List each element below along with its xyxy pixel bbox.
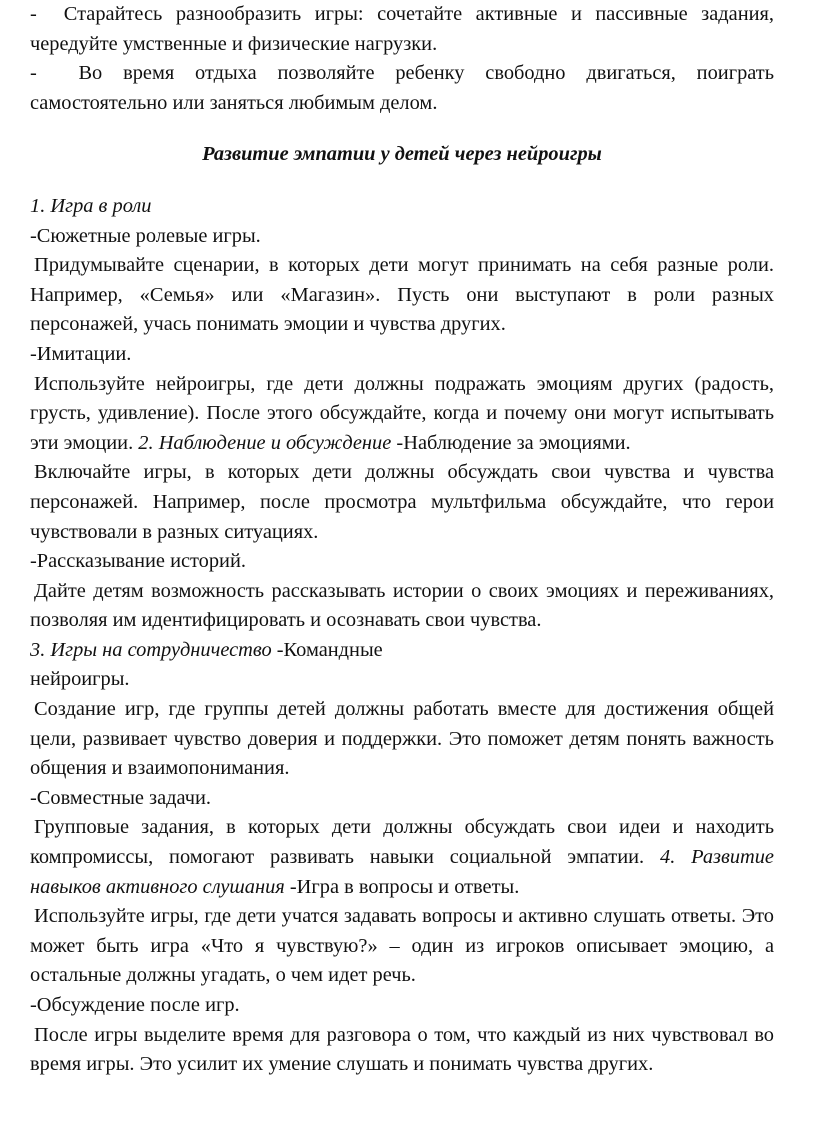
paragraph: Создание игр, где группы детей должны работать вместе для достижения общей цели, развивает чувство доверия и поддержки. Это поможет детям понять важность общения и взаимопонимания.: [30, 698, 774, 780]
paragraph-text: Используйте нейроигры, где дети должны подражать эмоциям других (радость, грусть, удивление). После этого обсуждайте, когда и почему они могут испытывать эти эмоции.: [30, 372, 774, 454]
subheading: -Командные: [276, 638, 383, 661]
heading-1: 1. Игра в роли: [30, 194, 152, 217]
spacer: [30, 170, 774, 192]
heading-3-line: [30, 636, 774, 666]
subheading-continuation: нейроигры.: [30, 668, 130, 691]
section-title: Развитие эмпатии у детей через нейроигры: [202, 143, 602, 166]
spacer: [30, 118, 774, 140]
intro-paragraph-1: - Старайтесь разнообразить игры: сочетайте активные и пассивные задания, чередуйте умственные и физические нагрузки.: [30, 3, 774, 55]
paragraph-with-inline-heading: [30, 370, 774, 459]
paragraph: После игры выделите время для разговора о том, что каждый из них чувствовал во время игры. Это усилит их умение слушать и понимать чувства других.: [30, 1023, 774, 1076]
subheading: -Имитации.: [30, 342, 132, 365]
heading-3: 3. Игры на сотрудничество: [30, 638, 272, 661]
paragraph-with-inline-heading: [30, 813, 774, 902]
document-page: [30, 0, 774, 1080]
paragraph: Включайте игры, в которых дети должны обсуждать свои чувства и чувства персонажей. Например, после просмотра мультфильма обсуждайте, что герои чувствовали в разных ситуациях.: [30, 461, 774, 543]
paragraph-text: Групповые задания, в которых дети должны обсуждать свои идеи и находить компромиссы, помогают развивать навыки социальной эмпатии.: [30, 816, 774, 869]
paragraph: Придумывайте сценарии, в которых дети могут принимать на себя разные роли. Например, «Семья» или «Магазин». Пусть они выступают в роли разных персонажей, учась понимать эмоции и чувства других.: [30, 254, 774, 336]
subheading: -Обсуждение после игр.: [30, 994, 240, 1016]
subheading: -Сюжетные ролевые игры.: [30, 224, 261, 247]
subheading: -Совместные задачи.: [30, 786, 212, 809]
heading-4: 4. Развитие навыков активного слушания: [30, 846, 774, 898]
subheading: -Рассказывание историй.: [30, 550, 246, 573]
subheading: -Игра в вопросы и ответы.: [289, 875, 520, 898]
intro-paragraph-2: - Во время отдыха позволяйте ребенку свободно двигаться, поиграть самостоятельно или заняться любимым делом.: [30, 62, 774, 114]
paragraph: Используйте игры, где дети учатся задавать вопросы и активно слушать ответы. Это может быть игра «Что я чувствую?» – один из игроков описывает эмоцию, а остальные должны угадать, о чем идет речь.: [30, 905, 774, 987]
subheading: -Наблюдение за эмоциями.: [396, 431, 631, 454]
paragraph: Дайте детям возможность рассказывать истории о своих эмоциях и переживаниях, позволяя им идентифицировать и осознавать свои чувства.: [30, 579, 774, 632]
heading-2: 2. Наблюдение и обсуждение: [138, 431, 392, 454]
